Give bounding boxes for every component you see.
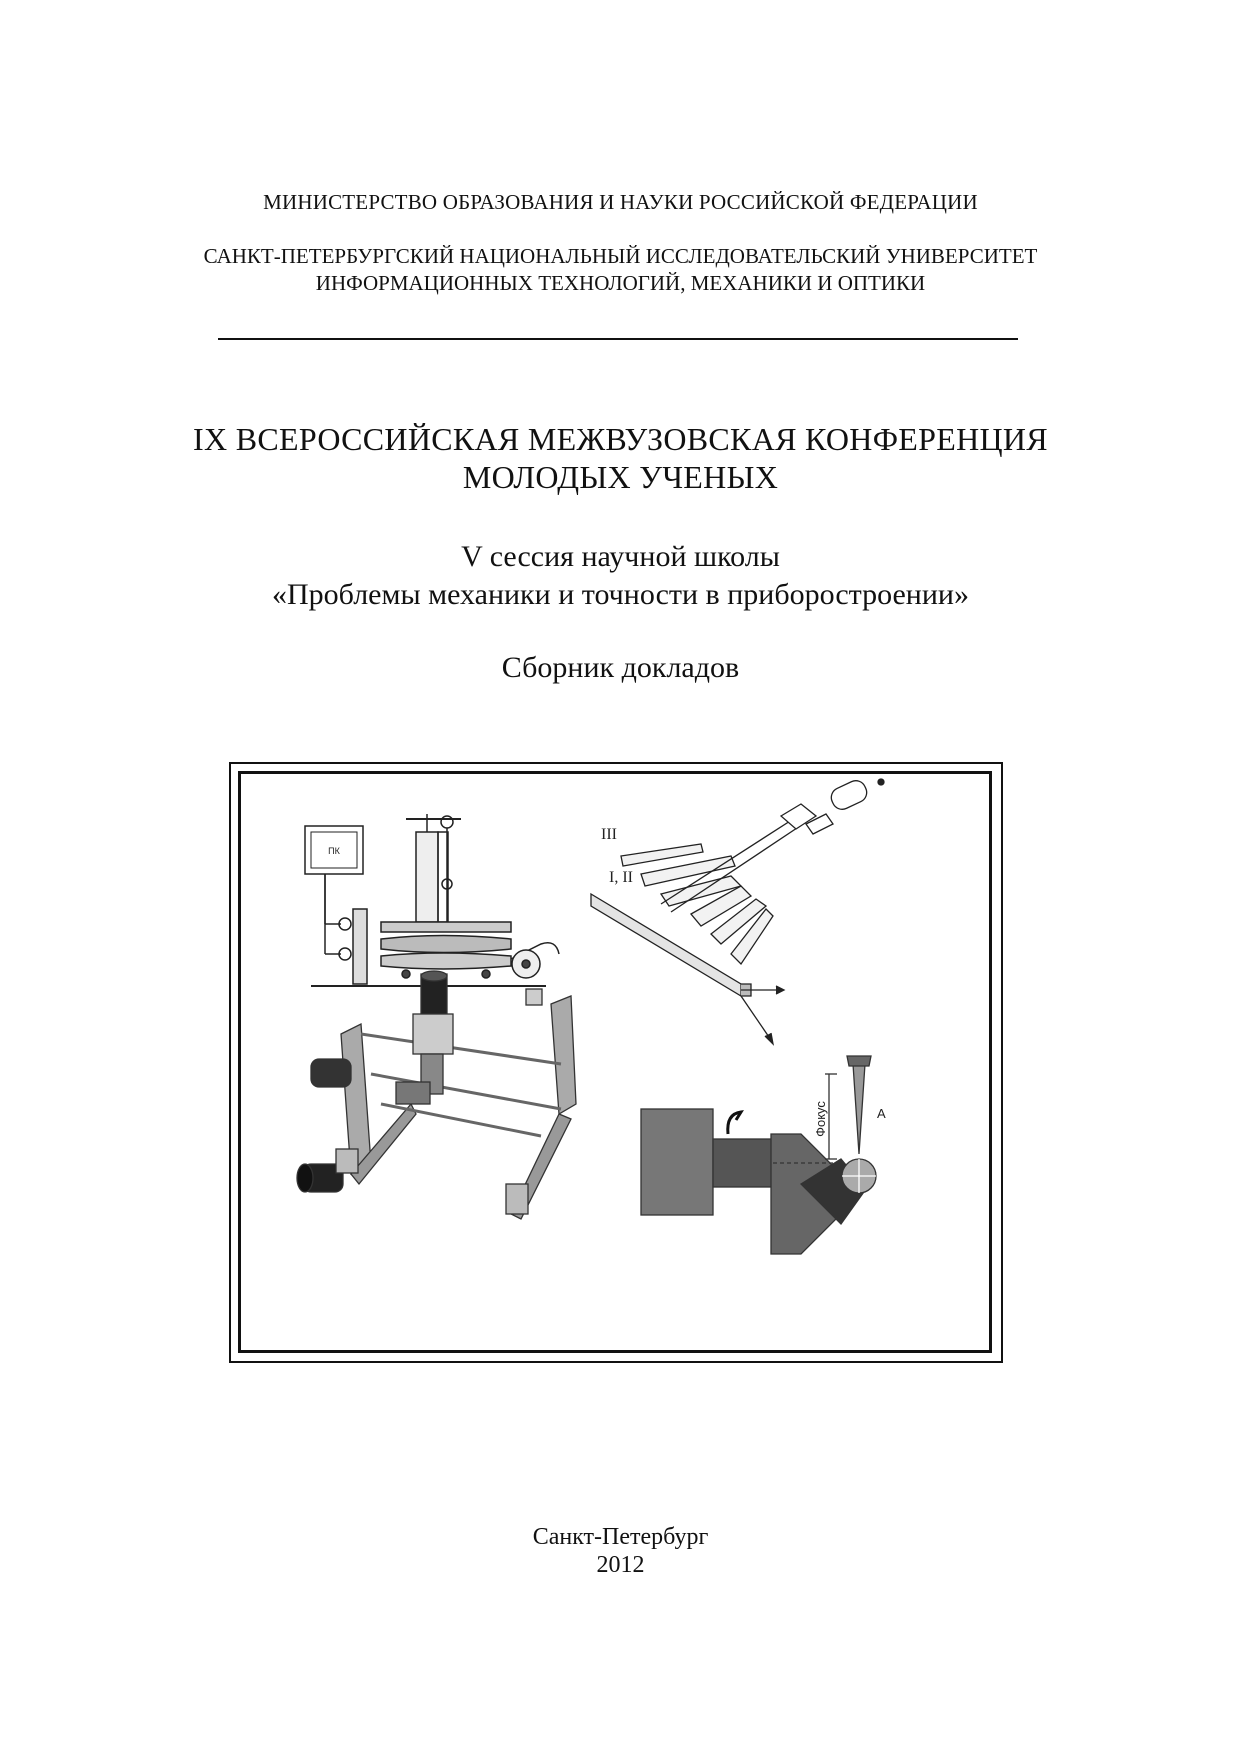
university-name <box>0 243 1241 297</box>
measuring-stand-schematic <box>305 814 559 986</box>
focus-label: Фокус <box>813 1101 828 1137</box>
conference-title-line-2: МОЛОДЫХ УЧЕНЫХ <box>462 459 779 495</box>
university-line-1: САНКТ-ПЕТЕРБУРГСКИЙ НАЦИОНАЛЬНЫЙ ИССЛЕДОВАТЕЛЬСКИЙ УНИВЕРСИТЕТ <box>203 244 1038 268</box>
conference-title-line-1: IX ВСЕРОССИЙСКАЯ МЕЖВУЗОВСКАЯ КОНФЕРЕНЦИЯ <box>193 421 1048 457</box>
laser-source-icon <box>828 777 870 812</box>
dial-gauge-icon <box>441 816 453 828</box>
session-title-line-2: «Проблемы механики и точности в приборостроении» <box>272 578 969 611</box>
cover-illustration <box>241 774 989 1350</box>
city: Санкт-Петербург <box>532 1524 709 1550</box>
spindle-block <box>641 1109 713 1215</box>
collection-title: Сборник докладов <box>501 651 740 684</box>
session-title-line-1: V сессия научной школы <box>461 540 780 573</box>
header-divider <box>218 338 1018 340</box>
label-iii: III <box>601 826 617 843</box>
x-motor-icon <box>311 1059 351 1087</box>
conference-title <box>0 420 1241 496</box>
university-line-2: ИНФОРМАЦИОННЫХ ТЕХНОЛОГИЙ, МЕХАНИКИ И ОПТИКИ <box>315 271 926 295</box>
rotation-arrow-icon <box>728 1112 741 1134</box>
pc-label: ПК <box>328 846 340 856</box>
publication-place <box>0 1523 1241 1579</box>
year: 2012 <box>596 1552 645 1578</box>
positioning-stage-3d <box>297 971 576 1219</box>
label-i-ii: I, II <box>609 869 633 886</box>
optical-scheme <box>591 777 884 1044</box>
machining-head <box>641 1056 886 1254</box>
cover-figure <box>238 771 992 1353</box>
session-title <box>0 538 1241 614</box>
ministry-header: МИНИСТЕРСТВО ОБРАЗОВАНИЯ И НАУКИ РОССИЙСКОЙ ФЕДЕРАЦИИ <box>263 190 978 214</box>
label-a: А <box>877 1106 886 1121</box>
